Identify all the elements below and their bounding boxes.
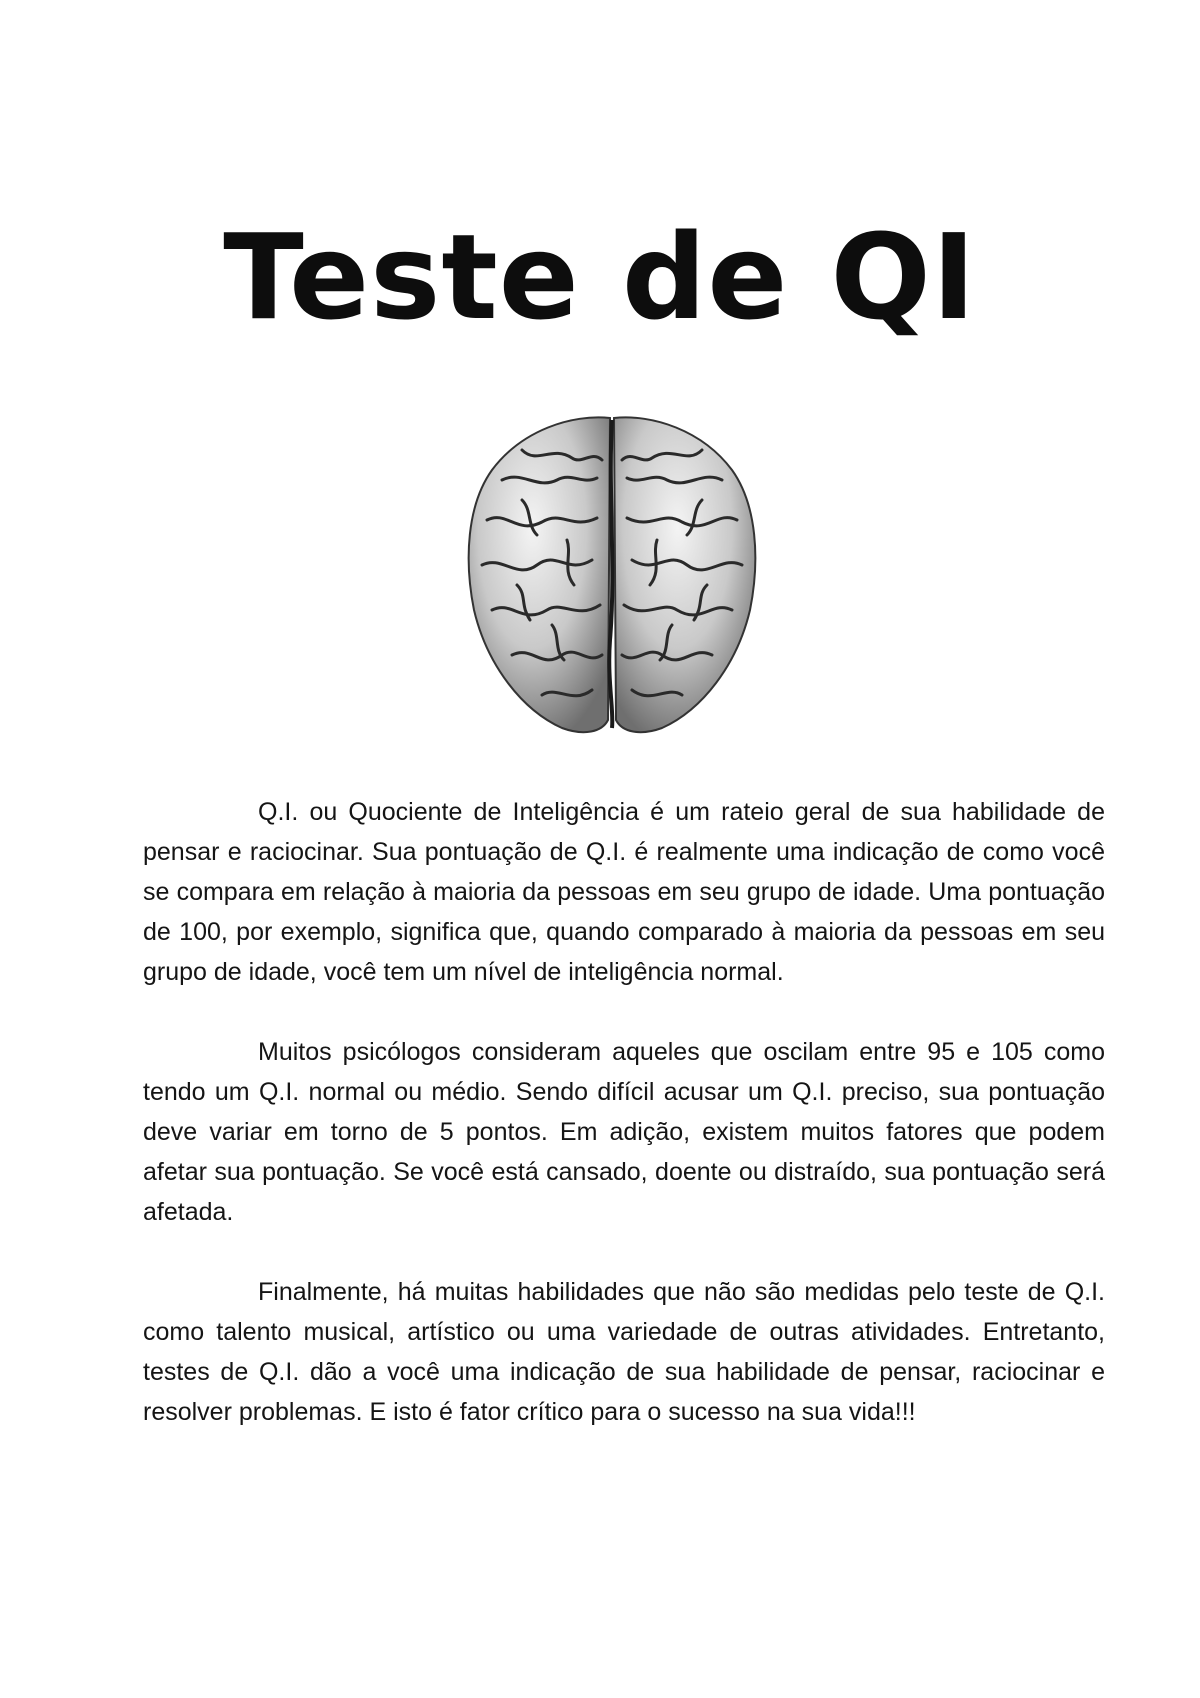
body-text	[143, 792, 1105, 1472]
paragraph-2: Muitos psicólogos consideram aqueles que oscilam entre 95 e 105 como tendo um Q.I. normal ou médio. Sendo difícil acusar um Q.I. preciso, sua pontuação deve variar em torno de 5 pontos. Em adição, existem muitos fatores que podem afetar sua pontuação. Se você está cansado, doente ou distraído, sua pontuação será afetada.	[143, 1038, 1105, 1226]
brain-icon	[462, 410, 762, 740]
page-title: Teste de QI	[223, 208, 977, 346]
paragraph-1: Q.I. ou Quociente de Inteligência é um rateio geral de sua habilidade de pensar e raciocinar. Sua pontuação de Q.I. é realmente uma indicação de como você se compara em relação à maioria da pessoas em seu grupo de idade. Uma pontuação de 100, por exemplo, significa que, quando comparado à maioria da pessoas em seu grupo de idade, você tem um nível de inteligência normal.	[143, 798, 1105, 986]
paragraph-3: Finalmente, há muitas habilidades que não são medidas pelo teste de Q.I. como talento musical, artístico ou uma variedade de outras atividades. Entretanto, testes de Q.I. dão a você uma indicação de sua habilidade de pensar, raciocinar e resolver problemas. E isto é fator crítico para o sucesso na sua vida!!!	[143, 1278, 1105, 1426]
